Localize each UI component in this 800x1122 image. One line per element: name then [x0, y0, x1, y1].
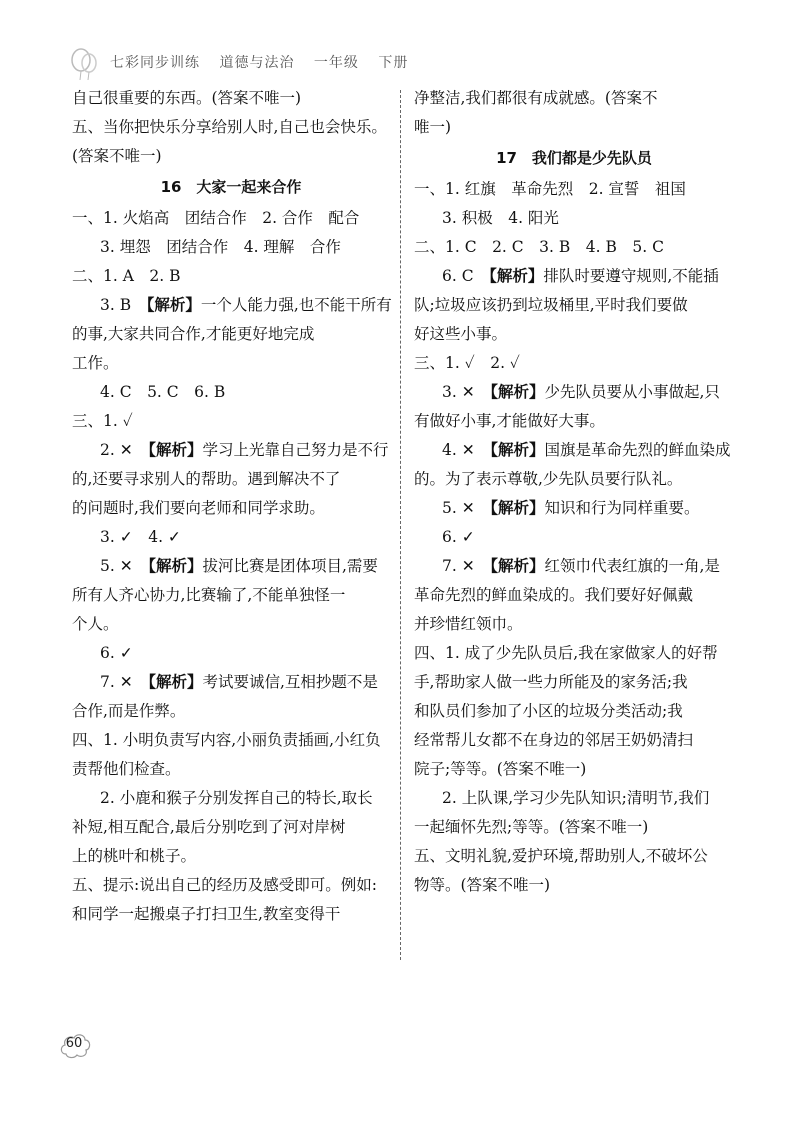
answer-text: 队;垃圾应该扔到垃圾桶里,平时我们要做 [414, 296, 688, 314]
answer-text: 5. ✕ [442, 499, 491, 517]
analysis-text: 考试要诚信,互相抄题不是 [202, 673, 378, 691]
answer-text: 3. 积极 4. 阳光 [442, 209, 559, 227]
answer-text: 6. ✓ [442, 528, 475, 546]
analysis-tag: 【解析】 [490, 557, 545, 575]
balloon-logo-icon [66, 46, 102, 82]
answer-text: 4. C 5. C 6. B [100, 383, 226, 401]
answer-text: 所有人齐心协力,比赛输了,不能单独怪一 [72, 586, 346, 604]
answer-text: 二、1. C 2. C 3. B 4. B 5. C [414, 238, 664, 256]
answer-line [72, 552, 390, 581]
answer-text: 的事,大家共同合作,才能更好地完成 [72, 325, 315, 343]
answer-line [414, 668, 734, 697]
answer-text: 2. ✕ [100, 441, 149, 459]
answer-line [72, 784, 390, 813]
answer-line [414, 610, 734, 639]
answer-line [414, 871, 734, 900]
header-title [110, 52, 422, 72]
page-header [66, 44, 486, 84]
answer-text: 7. ✕ [100, 673, 149, 691]
analysis-tag: 【解析】 [489, 267, 544, 285]
answer-text: 一、1. 火焰高 团结合作 2. 合作 配合 [72, 209, 360, 227]
answer-line [414, 494, 734, 523]
answer-line [72, 84, 390, 113]
answer-text: 二、1. A 2. B [72, 267, 181, 285]
answer-line [72, 610, 390, 639]
header-grade: 一年级 [313, 55, 359, 71]
answer-line [414, 784, 734, 813]
analysis-tag: 【解析】 [490, 499, 545, 517]
answer-line [414, 320, 734, 349]
answer-line [72, 726, 390, 755]
answer-line [414, 755, 734, 784]
answer-line [414, 262, 734, 291]
answer-line [72, 871, 390, 900]
answer-line [72, 465, 390, 494]
analysis-tag: 【解析】 [146, 296, 201, 314]
answer-line [414, 113, 734, 142]
answer-line [72, 523, 390, 552]
answer-line [414, 523, 734, 552]
answer-line [414, 552, 734, 581]
answer-text: 补短,相互配合,最后分别吃到了河对岸树 [72, 818, 346, 836]
answer-line [72, 349, 390, 378]
answer-line [414, 697, 734, 726]
analysis-tag: 【解析】 [148, 673, 203, 691]
answer-line [72, 142, 390, 171]
answer-line [414, 436, 734, 465]
analysis-tag: 【解析】 [490, 383, 545, 401]
analysis-text: 少先队员要从小事做起,只 [544, 383, 720, 401]
page-number: 60 [65, 1036, 83, 1051]
answer-line [72, 320, 390, 349]
answer-text: 3. 埋怨 团结合作 4. 理解 合作 [100, 238, 341, 256]
left-answer-column [72, 84, 390, 929]
answer-text: 的。为了表示尊敬,少先队员要行队礼。 [414, 470, 683, 488]
answer-text: 四、1. 小明负责写内容,小丽负责插画,小红负 [72, 731, 381, 749]
answer-line [72, 262, 390, 291]
answer-text: 5. ✕ [100, 557, 149, 575]
answer-line [414, 407, 734, 436]
answer-text: 三、1. ✓ 2. ✓ [414, 354, 520, 372]
right-answer-column [414, 84, 734, 900]
answer-text: 的,还要寻求别人的帮助。遇到解决不了 [72, 470, 341, 488]
answer-text: 净整洁,我们都很有成就感。(答案不 [414, 89, 658, 107]
answer-text: 的问题时,我们要向老师和同学求助。 [72, 499, 325, 517]
answer-text: 院子;等等。(答案不唯一) [414, 760, 587, 778]
answer-text: 3. B [100, 296, 147, 314]
answer-line [414, 726, 734, 755]
answer-line [414, 639, 734, 668]
answer-text: 自己很重要的东西。(答案不唯一) [72, 89, 302, 107]
answer-line [414, 813, 734, 842]
answer-text: 革命先烈的鲜血染成的。我们要好好佩戴 [414, 586, 694, 604]
answer-text: 4. ✕ [442, 441, 491, 459]
answer-text: 手,帮助家人做一些力所能及的家务活;我 [414, 673, 688, 691]
answer-line [414, 378, 734, 407]
answer-text: 2. 上队课,学习少先队知识;清明节,我们 [442, 789, 710, 807]
answer-text: 工作。 [72, 354, 119, 372]
answer-text: 四、1. 成了少先队员后,我在家做家人的好帮 [414, 644, 718, 662]
answer-line [72, 639, 390, 668]
answer-line [72, 813, 390, 842]
answer-text: 三、1. ✓ [72, 412, 133, 430]
header-volume: 下册 [378, 55, 409, 71]
answer-text: 6. C [442, 267, 490, 285]
answer-text: 2. 小鹿和猴子分别发挥自己的特长,取长 [100, 789, 373, 807]
answer-text: 个人。 [72, 615, 119, 633]
answer-line [414, 291, 734, 320]
answer-line [72, 291, 390, 320]
analysis-tag: 【解析】 [148, 557, 203, 575]
header-subject: 道德与法治 [219, 55, 295, 71]
answer-text: 合作,而是作弊。 [72, 702, 186, 720]
answer-line [72, 842, 390, 871]
lesson-heading: 16 大家一起来合作 [160, 178, 302, 196]
answer-text: 有做好小事,才能做好大事。 [414, 412, 605, 430]
answer-line [72, 378, 390, 407]
analysis-text: 知识和行为同样重要。 [544, 499, 700, 517]
answer-line [414, 84, 734, 113]
answer-text: (答案不唯一) [72, 147, 162, 165]
answer-line [72, 494, 390, 523]
answer-text: 6. ✓ [100, 644, 133, 662]
answer-text: 并珍惜红领巾。 [414, 615, 523, 633]
answer-text: 责帮他们检查。 [72, 760, 181, 778]
answer-text: 五、当你把快乐分享给别人时,自己也会快乐。 [72, 118, 387, 136]
answer-line [72, 204, 390, 233]
answer-text: 7. ✕ [442, 557, 491, 575]
answer-text: 和队员们参加了小区的垃圾分类活动;我 [414, 702, 683, 720]
answer-line [72, 436, 390, 465]
answer-line [414, 175, 734, 204]
answer-line [72, 233, 390, 262]
answer-line [414, 581, 734, 610]
analysis-text: 红领巾代表红旗的一角,是 [544, 557, 720, 575]
column-divider [400, 90, 401, 960]
answer-line [72, 755, 390, 784]
answer-text: 物等。(答案不唯一) [414, 876, 551, 894]
answer-text: 好这些小事。 [414, 325, 508, 343]
answer-text: 一、1. 红旗 革命先烈 2. 宣誓 祖国 [414, 180, 686, 198]
answer-line [414, 204, 734, 233]
answer-text: 唯一) [414, 118, 452, 136]
answer-line [72, 697, 390, 726]
answer-text: 五、文明礼貌,爱护环境,帮助别人,不破坏公 [414, 847, 708, 865]
analysis-text: 国旗是革命先烈的鲜血染成 [544, 441, 731, 459]
answer-text: 经常帮儿女都不在身边的邻居王奶奶清扫 [414, 731, 694, 749]
answer-line [72, 668, 390, 697]
answer-line [72, 900, 390, 929]
lesson-heading: 17 我们都是少先队员 [496, 149, 652, 167]
header-series: 七彩同步训练 [110, 55, 200, 71]
answer-line [414, 233, 734, 262]
answer-line [414, 349, 734, 378]
answer-text: 3. ✓ 4. ✓ [100, 528, 181, 546]
answer-text: 和同学一起搬桌子打扫卫生,教室变得干 [72, 905, 341, 923]
answer-text: 3. ✕ [442, 383, 491, 401]
analysis-text: 学习上光靠自己努力是不行 [202, 441, 389, 459]
analysis-text: 拔河比赛是团体项目,需要 [202, 557, 378, 575]
answer-line [414, 465, 734, 494]
analysis-text: 排队时要遵守规则,不能插 [543, 267, 719, 285]
analysis-tag: 【解析】 [148, 441, 203, 459]
answer-text: 上的桃叶和桃子。 [72, 847, 197, 865]
answer-line [72, 581, 390, 610]
answer-line [414, 842, 734, 871]
answer-text: 一起缅怀先烈;等等。(答案不唯一) [414, 818, 649, 836]
answer-line [72, 407, 390, 436]
answer-text: 五、提示:说出自己的经历及感受即可。例如: [72, 876, 377, 894]
answer-line [72, 113, 390, 142]
analysis-text: 一个人能力强,也不能干所有 [200, 296, 392, 314]
analysis-tag: 【解析】 [490, 441, 545, 459]
